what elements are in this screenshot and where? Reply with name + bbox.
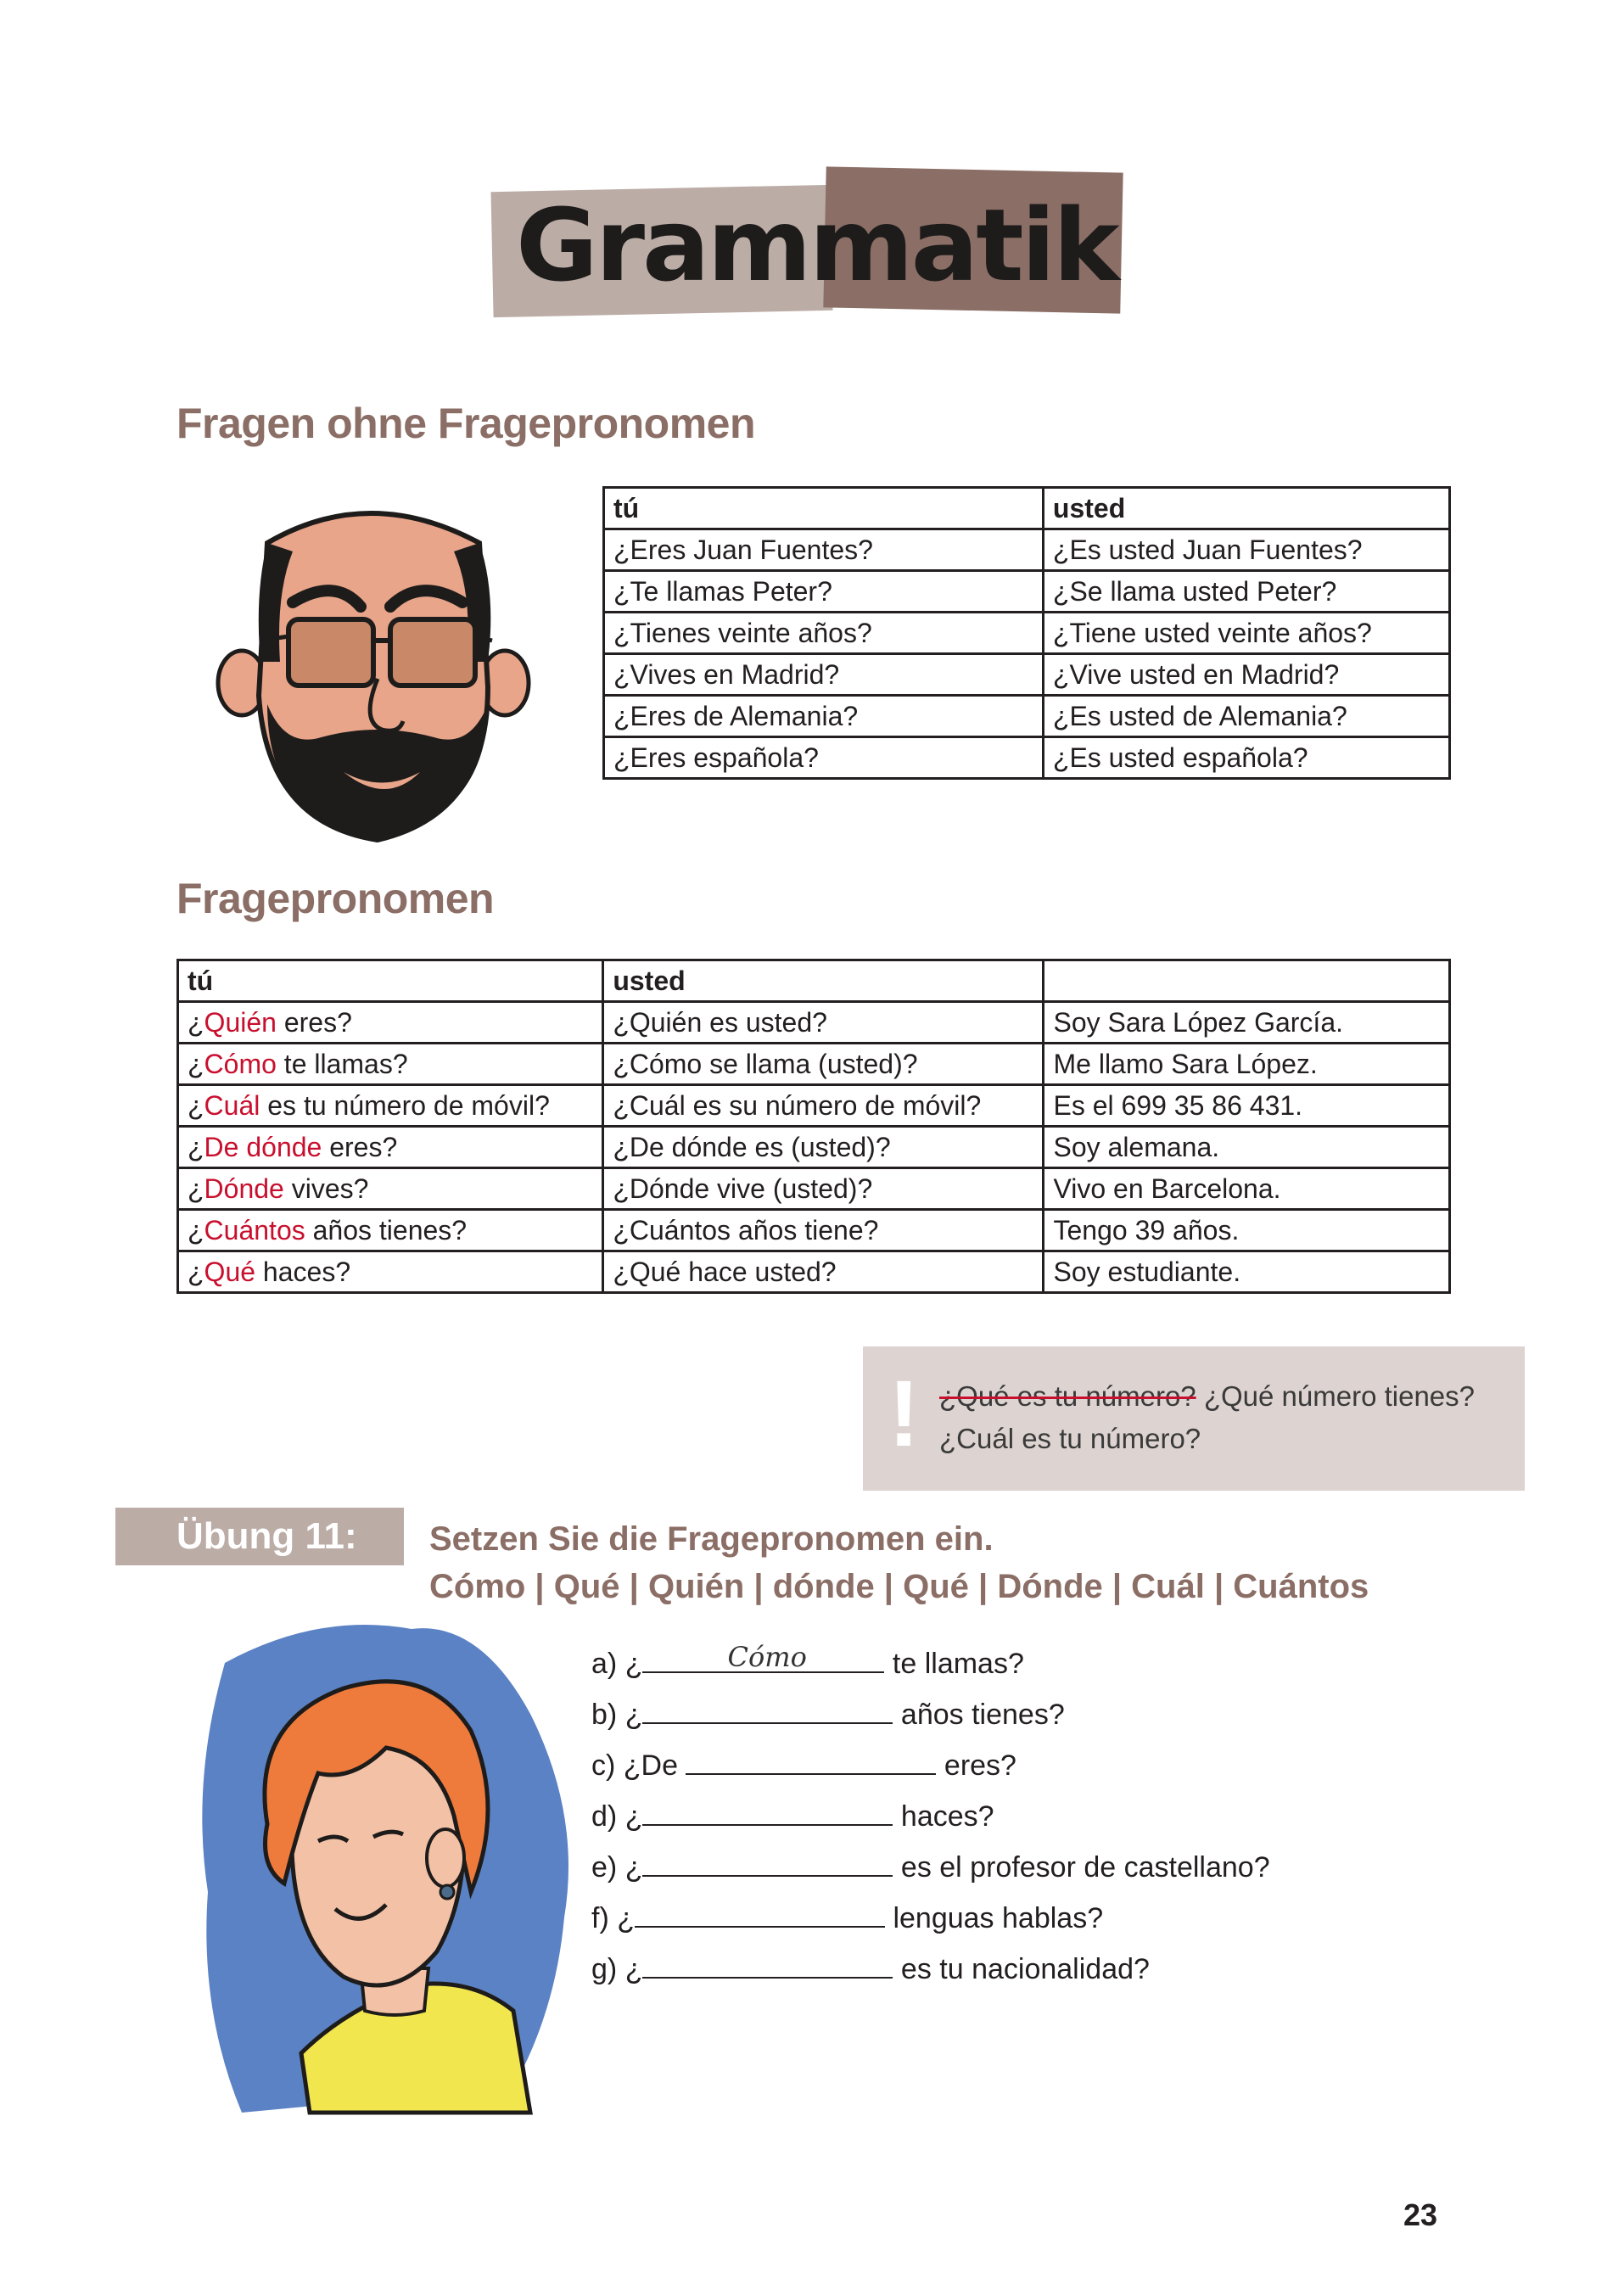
answer-blank[interactable] bbox=[642, 1643, 884, 1673]
questions-without-pronouns-table bbox=[602, 486, 1451, 780]
table-cell: ¿Tienes veinte años? bbox=[604, 613, 1044, 654]
handwritten-answer: Cómo bbox=[727, 1641, 807, 1673]
note-correct-question-1: ¿Qué número tienes? bbox=[1196, 1380, 1475, 1412]
table-row bbox=[178, 1127, 1450, 1168]
answer-blank[interactable] bbox=[635, 1897, 885, 1928]
item-prefix: ¿ bbox=[624, 1953, 643, 1985]
table-cell-answer: Soy estudiante. bbox=[1044, 1251, 1450, 1293]
item-letter: c) bbox=[591, 1749, 616, 1782]
answer-blank[interactable] bbox=[642, 1846, 893, 1877]
section-heading-questions-without-pronouns: Fragen ohne Fragepronomen bbox=[176, 400, 756, 447]
exercise-word-bank: Cómo | Qué | Quién | dónde | Qué | Dónde | Cuál | Cuántos bbox=[429, 1568, 1369, 1605]
item-suffix: es tu nacionalidad? bbox=[893, 1953, 1150, 1985]
item-suffix: eres? bbox=[936, 1749, 1016, 1782]
table-header-row bbox=[178, 960, 1450, 1002]
question-pronoun: Quién bbox=[204, 1007, 277, 1038]
table-cell-tu bbox=[178, 1210, 603, 1251]
inverted-question-mark: ¿ bbox=[188, 1215, 204, 1245]
table-cell: ¿Eres española? bbox=[604, 737, 1044, 779]
note-line-1 bbox=[939, 1380, 1475, 1413]
section-heading-question-pronouns: Fragepronomen bbox=[176, 875, 495, 922]
exercise-item-a bbox=[591, 1643, 1024, 1682]
answer-blank[interactable] bbox=[642, 1795, 893, 1826]
item-letter: e) bbox=[591, 1851, 618, 1884]
table-cell-usted: ¿Cuál es su número de móvil? bbox=[603, 1085, 1044, 1127]
item-suffix: te llamas? bbox=[884, 1648, 1024, 1680]
question-rest: es tu número de móvil? bbox=[260, 1090, 550, 1121]
item-prefix: ¿ bbox=[617, 1902, 636, 1934]
item-suffix: años tienes? bbox=[893, 1699, 1065, 1731]
inverted-question-mark: ¿ bbox=[188, 1257, 204, 1287]
question-pronoun: Cuál bbox=[204, 1090, 260, 1121]
table-row bbox=[178, 1251, 1450, 1293]
title-banner bbox=[492, 170, 1128, 319]
item-prefix: ¿ bbox=[624, 1851, 643, 1884]
table-cell-answer: Me llamo Sara López. bbox=[1044, 1044, 1450, 1085]
note-box bbox=[863, 1346, 1525, 1491]
table-cell-usted: ¿Cómo se llama (usted)? bbox=[603, 1044, 1044, 1085]
question-rest: años tienes? bbox=[305, 1215, 468, 1245]
item-letter: d) bbox=[591, 1800, 618, 1833]
header-tu: tú bbox=[604, 488, 1044, 529]
table-cell-tu bbox=[178, 1251, 603, 1293]
answer-blank[interactable] bbox=[686, 1744, 936, 1775]
table-cell: ¿Es usted de Alemania? bbox=[1043, 696, 1449, 737]
table-cell: ¿Es usted Juan Fuentes? bbox=[1043, 529, 1449, 571]
table-cell-answer: Soy alemana. bbox=[1044, 1127, 1450, 1168]
question-rest: vives? bbox=[283, 1173, 369, 1204]
table-cell-usted: ¿Quién es usted? bbox=[603, 1002, 1044, 1044]
table-cell: ¿Eres de Alemania? bbox=[604, 696, 1044, 737]
note-correct-question-2: ¿Cuál es tu número? bbox=[939, 1423, 1201, 1454]
question-pronoun: Dónde bbox=[204, 1173, 284, 1204]
table-cell: ¿Es usted española? bbox=[1043, 737, 1449, 779]
question-pronoun: Cómo bbox=[204, 1049, 277, 1079]
inverted-question-mark: ¿ bbox=[188, 1090, 204, 1121]
table-cell-answer: Vivo en Barcelona. bbox=[1044, 1168, 1450, 1210]
table-row bbox=[178, 1002, 1450, 1044]
table-cell: ¿Vives en Madrid? bbox=[604, 654, 1044, 696]
table-row bbox=[604, 571, 1450, 613]
answer-blank[interactable] bbox=[642, 1948, 893, 1979]
table-cell-answer: Soy Sara López García. bbox=[1044, 1002, 1450, 1044]
table-cell: ¿Eres Juan Fuentes? bbox=[604, 529, 1044, 571]
item-letter: g) bbox=[591, 1953, 618, 1985]
item-prefix: ¿ bbox=[624, 1699, 643, 1731]
question-rest: eres? bbox=[276, 1007, 352, 1038]
exercise-item-b bbox=[591, 1693, 1065, 1732]
item-suffix: lenguas hablas? bbox=[885, 1902, 1104, 1934]
table-cell-usted: ¿Dónde vive (usted)? bbox=[603, 1168, 1044, 1210]
question-rest: te llamas? bbox=[276, 1049, 408, 1079]
table-row bbox=[604, 613, 1450, 654]
inverted-question-mark: ¿ bbox=[188, 1007, 204, 1038]
question-pronoun: Cuántos bbox=[204, 1215, 305, 1245]
item-suffix: es el profesor de castellano? bbox=[893, 1851, 1270, 1884]
item-prefix: ¿ bbox=[624, 1800, 643, 1833]
header-usted: usted bbox=[1043, 488, 1449, 529]
inverted-question-mark: ¿ bbox=[188, 1173, 204, 1204]
exercise-item-e bbox=[591, 1846, 1270, 1885]
header-usted: usted bbox=[603, 960, 1044, 1002]
table-cell: ¿Tiene usted veinte años? bbox=[1043, 613, 1449, 654]
exercise-instruction: Setzen Sie die Fragepronomen ein. bbox=[429, 1520, 994, 1558]
question-pronouns-table bbox=[176, 959, 1451, 1294]
exercise-item-g bbox=[591, 1948, 1150, 1987]
table-cell-tu bbox=[178, 1168, 603, 1210]
table-header-row bbox=[604, 488, 1450, 529]
exercise-item-c bbox=[591, 1744, 1016, 1783]
table-row bbox=[604, 696, 1450, 737]
table-cell-tu bbox=[178, 1044, 603, 1085]
table-cell-tu bbox=[178, 1085, 603, 1127]
page-number: 23 bbox=[1403, 2197, 1438, 2232]
page-title: Grammatik bbox=[516, 187, 1117, 304]
inverted-question-mark: ¿ bbox=[188, 1049, 204, 1079]
table-cell-answer: Es el 699 35 86 431. bbox=[1044, 1085, 1450, 1127]
question-rest: eres? bbox=[322, 1132, 398, 1162]
item-letter: b) bbox=[591, 1699, 618, 1731]
table-row bbox=[178, 1044, 1450, 1085]
item-prefix: ¿De bbox=[623, 1749, 686, 1782]
exercise-item-f bbox=[591, 1897, 1103, 1936]
question-pronoun: Qué bbox=[204, 1257, 256, 1287]
table-row bbox=[604, 529, 1450, 571]
bearded-man-illustration bbox=[208, 492, 539, 853]
table-row bbox=[178, 1210, 1450, 1251]
exercise-label: Übung 11: bbox=[115, 1508, 404, 1565]
table-cell-answer: Tengo 39 años. bbox=[1044, 1210, 1450, 1251]
table-cell-tu bbox=[178, 1002, 603, 1044]
item-letter: a) bbox=[591, 1648, 618, 1680]
exclamation-icon: ! bbox=[888, 1362, 920, 1466]
item-suffix: haces? bbox=[893, 1800, 994, 1833]
exercise-item-d bbox=[591, 1795, 994, 1834]
table-cell: ¿Se llama usted Peter? bbox=[1043, 571, 1449, 613]
table-row bbox=[604, 737, 1450, 779]
question-rest: haces? bbox=[255, 1257, 351, 1287]
table-row bbox=[178, 1085, 1450, 1127]
item-prefix: ¿ bbox=[624, 1648, 643, 1680]
header-tu: tú bbox=[178, 960, 603, 1002]
note-wrong-question: ¿Qué es tu número? bbox=[939, 1380, 1196, 1412]
table-cell-usted: ¿Qué hace usted? bbox=[603, 1251, 1044, 1293]
table-row bbox=[178, 1168, 1450, 1210]
table-row bbox=[604, 654, 1450, 696]
table-cell-usted: ¿De dónde es (usted)? bbox=[603, 1127, 1044, 1168]
woman-illustration bbox=[191, 1612, 590, 2125]
inverted-question-mark: ¿ bbox=[188, 1132, 204, 1162]
answer-blank[interactable] bbox=[642, 1693, 893, 1724]
table-cell-usted: ¿Cuántos años tiene? bbox=[603, 1210, 1044, 1251]
table-cell: ¿Vive usted en Madrid? bbox=[1043, 654, 1449, 696]
table-cell-tu bbox=[178, 1127, 603, 1168]
item-letter: f) bbox=[591, 1902, 609, 1934]
table-cell: ¿Te llamas Peter? bbox=[604, 571, 1044, 613]
header-answer bbox=[1044, 960, 1450, 1002]
question-pronoun: De dónde bbox=[204, 1132, 322, 1162]
